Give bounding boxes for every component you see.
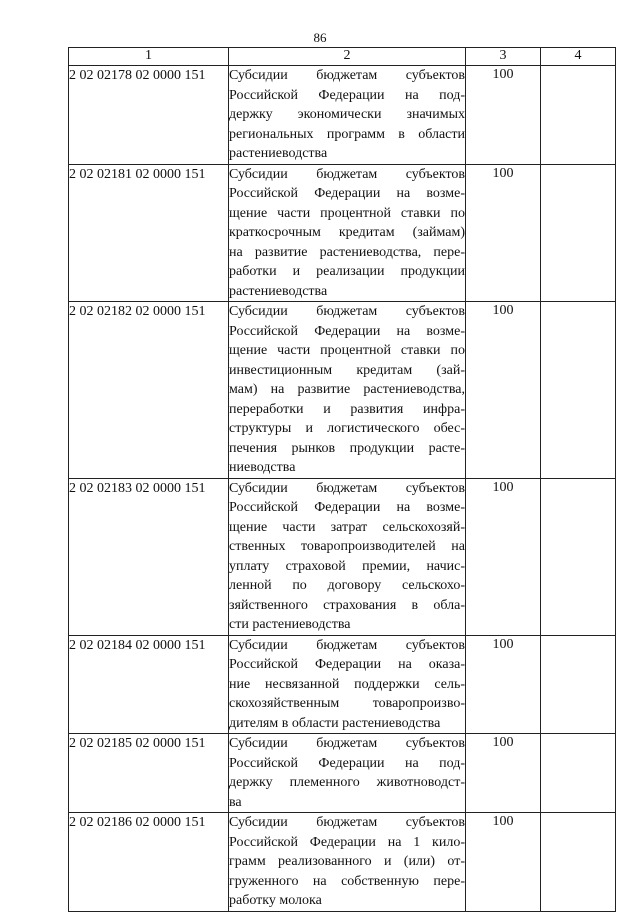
description-line: краткосрочным кредитам (займам) (229, 225, 465, 240)
description-line: структуры и логистического обес- (229, 421, 465, 436)
description-line: Субсидии бюджетам субъектов (229, 480, 465, 496)
amount-value: 100 (492, 814, 514, 829)
description-line: Российской Федерации на под- (229, 87, 465, 103)
description-line: переработки и развития инфра- (229, 401, 465, 417)
column-header-2: 2 (229, 48, 466, 66)
description-line: Субсидии бюджетам субъектов (229, 637, 465, 653)
subsidy-description (229, 478, 466, 635)
description-line: работки и реализации продукции (229, 264, 465, 279)
description-line: ние несвязанной поддержки сель- (229, 676, 465, 692)
budget-code: 2 02 02183 02 0000 151 (69, 478, 229, 635)
column-header-3: 3 (466, 48, 541, 66)
amount-cell (466, 734, 541, 813)
budget-code: 2 02 02184 02 0000 151 (69, 635, 229, 734)
description-line: Российской Федерации на оказа- (229, 657, 465, 672)
amount-cell (466, 813, 541, 912)
subsidy-description (229, 813, 466, 912)
description-line: щение части затрат сельскохозяй- (229, 519, 465, 535)
budget-code: 2 02 02178 02 0000 151 (69, 66, 229, 165)
description-line: печения рынков продукции расте- (229, 440, 465, 456)
description-line: грамм реализованного и (или) от- (229, 854, 465, 869)
description-line: держку экономически значимых (229, 107, 465, 122)
empty-cell (541, 302, 616, 479)
amount-value: 100 (492, 303, 514, 318)
amount-value: 100 (492, 165, 514, 181)
description-line: ва (229, 794, 242, 810)
description-line: груженного на собственную пере- (229, 873, 465, 889)
subsidy-description (229, 66, 466, 165)
amount-value: 100 (492, 735, 514, 750)
amount-value: 100 (492, 67, 514, 82)
description-line: щение части процентной ставки по (229, 205, 465, 221)
empty-cell (541, 635, 616, 734)
table-row (69, 478, 616, 635)
description-line: растениеводства (229, 283, 328, 299)
description-line: растениеводства (229, 146, 328, 161)
table-row (69, 164, 616, 302)
subsidy-description (229, 734, 466, 813)
description-line: Российской Федерации на возме- (229, 323, 465, 339)
budget-codes-table (68, 47, 616, 912)
table-row (69, 734, 616, 813)
empty-cell (541, 734, 616, 813)
table-row (69, 66, 616, 165)
description-line: работку молока (229, 893, 322, 908)
empty-cell (541, 478, 616, 635)
description-line: щение части процентной ставки по (229, 343, 465, 358)
table-header-row (69, 48, 616, 66)
description-line: Субсидии бюджетам субъектов (229, 815, 465, 830)
amount-value: 100 (492, 636, 514, 652)
amount-cell (466, 635, 541, 734)
table-row (69, 302, 616, 479)
table-body (69, 66, 616, 912)
amount-cell (466, 66, 541, 165)
description-line: ленной по договору сельскохо- (229, 578, 465, 593)
description-line: региональных программ в области (229, 126, 465, 142)
empty-cell (541, 164, 616, 302)
description-line: ственных товаропроизводителей на (229, 539, 465, 554)
description-line: ниеводства (229, 460, 296, 475)
amount-cell (466, 302, 541, 479)
empty-cell (541, 66, 616, 165)
budget-code: 2 02 02181 02 0000 151 (69, 164, 229, 302)
budget-code: 2 02 02186 02 0000 151 (69, 813, 229, 912)
description-line: дителям в области растениеводства (229, 715, 441, 731)
description-line: Субсидии бюджетам субъектов (229, 68, 465, 83)
amount-cell (466, 164, 541, 302)
column-header-4: 4 (541, 48, 616, 66)
budget-code: 2 02 02182 02 0000 151 (69, 302, 229, 479)
description-line: Субсидии бюджетам субъектов (229, 736, 465, 751)
description-line: мам) на развитие растениеводства, (229, 382, 465, 397)
description-line: держку племенного животноводст- (229, 775, 465, 790)
description-line: Субсидии бюджетам субъектов (229, 166, 465, 182)
description-line: на развитие растениеводства, пере- (229, 244, 465, 260)
description-line: Российской Федерации на под- (229, 755, 465, 771)
column-header-1: 1 (69, 48, 229, 66)
description-line: уплату страховой премии, начис- (229, 558, 465, 574)
subsidy-description (229, 635, 466, 734)
subsidy-description (229, 302, 466, 479)
page-number: 86 (313, 30, 327, 45)
description-line: Субсидии бюджетам субъектов (229, 304, 465, 319)
description-line: зяйственного страхования в обла- (229, 597, 465, 613)
table-row (69, 813, 616, 912)
description-line: Российской Федерации на возме- (229, 500, 465, 515)
description-line: инвестиционным кредитам (зай- (229, 362, 465, 378)
subsidy-description (229, 164, 466, 302)
budget-code: 2 02 02185 02 0000 151 (69, 734, 229, 813)
description-line: Российской Федерации на возме- (229, 186, 465, 201)
description-line: скохозяйственным товаропроизво- (229, 696, 465, 711)
table-row (69, 635, 616, 734)
amount-cell (466, 478, 541, 635)
amount-value: 100 (492, 479, 514, 495)
description-line: Российской Федерации на 1 кило- (229, 834, 465, 850)
description-line: сти растениеводства (229, 617, 351, 632)
empty-cell (541, 813, 616, 912)
